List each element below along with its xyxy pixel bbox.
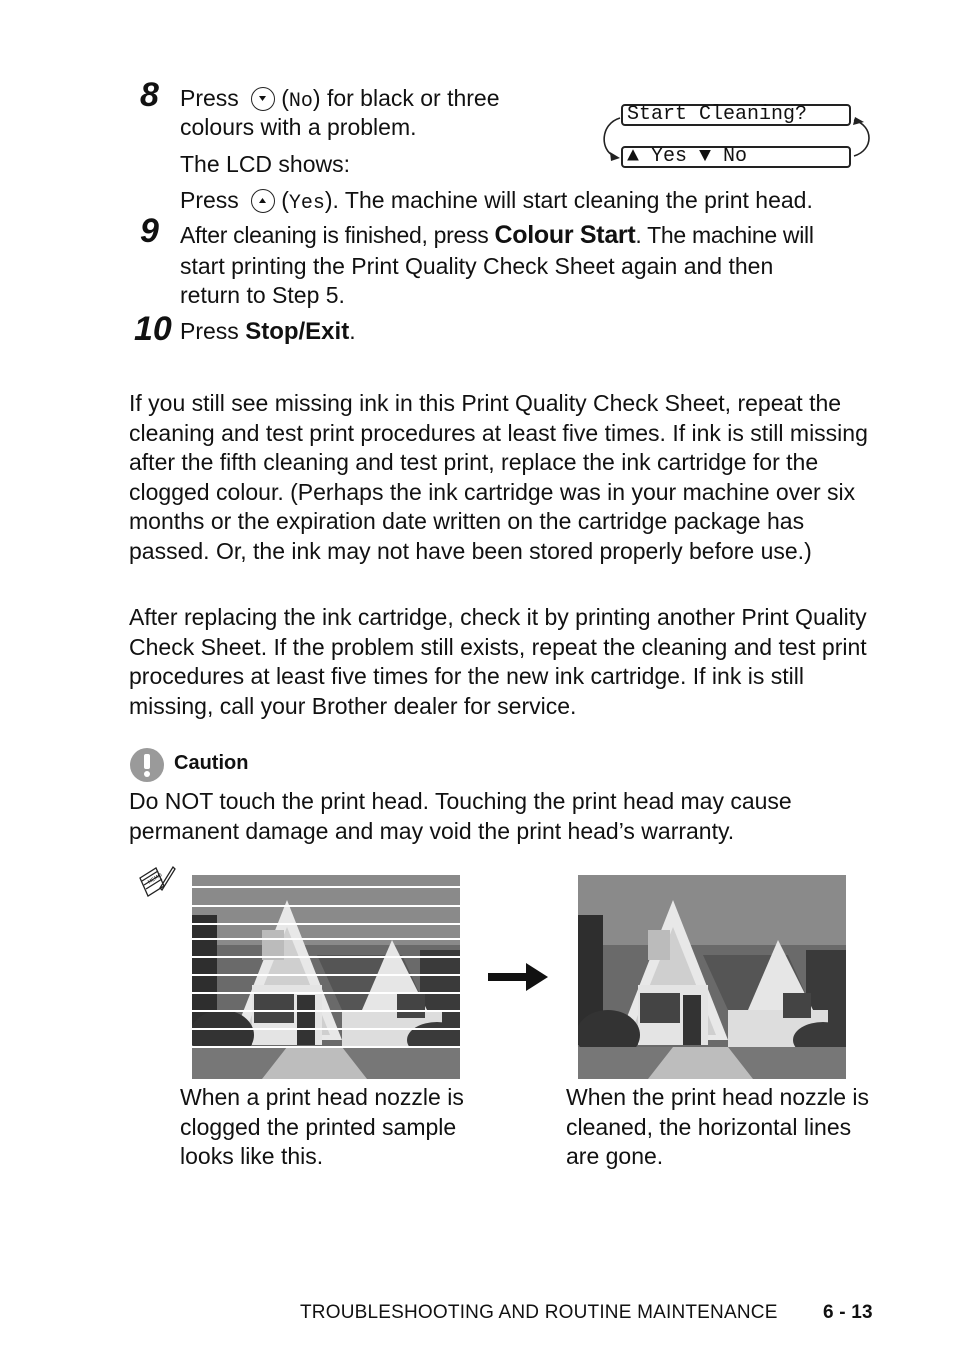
step9-text-b: . The machine will bbox=[635, 222, 814, 248]
paragraph-replace-cartridge: After replacing the ink cartridge, check it by printing another Print Quality Check Sheet. If the problem still exists, repeat the cleaning and test print procedures at least five times for the new ink cartridge. If ink is still missing, call your Brother dealer for service. bbox=[129, 604, 867, 719]
footer-section-title: TROUBLESHOOTING AND ROUTINE MAINTENANCE bbox=[300, 1302, 778, 1323]
step10-text-b: . bbox=[349, 318, 356, 344]
step9-line3: return to Step 5. bbox=[180, 282, 345, 308]
step10-text-a: Press bbox=[180, 318, 246, 344]
exclamation-icon bbox=[129, 747, 165, 783]
svg-text:MEMO: MEMO bbox=[146, 872, 164, 886]
paragraph-missing-ink: If you still see missing ink in this Print Quality Check Sheet, repeat the cleaning and test print procedures at least five times. If ink is still missing after the fifth cleaning and test print, replace the ink cartridge for the clogged colour. (Perhaps the ink cartridge was in your machine over six months or the expiration date written on the cartridge package has passed. Or, the ink may not have been stored properly before use.) bbox=[129, 390, 868, 564]
caption-clogged: When a print head nozzle is clogged the printed sample looks like this. bbox=[180, 1084, 464, 1169]
step8-key-no: No bbox=[288, 90, 313, 113]
step8-press-label: Press bbox=[180, 85, 239, 111]
caution-title: Caution bbox=[174, 752, 249, 774]
note-pad-icon bbox=[136, 864, 176, 900]
step-number-8: 8 bbox=[140, 76, 159, 114]
up-arrow-button-icon bbox=[251, 189, 275, 213]
footer-page-number: 6 - 13 bbox=[823, 1302, 873, 1323]
step9-line1 bbox=[180, 220, 814, 250]
down-arrow-button-icon bbox=[251, 87, 275, 111]
stop-exit-key: Stop/Exit bbox=[245, 318, 350, 345]
step9-line2: start printing the Print Quality Check Sheet again and then bbox=[180, 253, 774, 279]
step8-line4: Press (Yes). The machine will start cleaning the print head. bbox=[180, 187, 813, 215]
step8-key-yes: Yes bbox=[288, 192, 325, 215]
step8-line4-rest: . The machine will start cleaning the print head. bbox=[332, 187, 813, 213]
step9-text-a: After cleaning is finished, press bbox=[180, 222, 495, 248]
right-arrow-icon bbox=[488, 962, 550, 992]
clogged-sample-image bbox=[192, 875, 460, 1079]
step8-lcd-intro: The LCD shows: bbox=[180, 151, 351, 177]
step8-line1: Press (No) for black or three bbox=[180, 85, 500, 113]
step8-press-label-2: Press bbox=[180, 187, 239, 213]
caution-text: Do NOT touch the print head. Touching the print head may cause permanent damage and may void the print head’s warranty. bbox=[129, 788, 792, 844]
step-number-10: 10 bbox=[134, 310, 172, 348]
step8-line2: colours with a problem. bbox=[180, 114, 417, 140]
lcd-line-2: ▲ Yes ▼ No bbox=[621, 146, 851, 168]
colour-start-key: Colour Start bbox=[494, 221, 636, 249]
cleaned-sample-image bbox=[578, 875, 846, 1079]
step10-line bbox=[180, 316, 356, 347]
step-number-9: 9 bbox=[140, 212, 159, 250]
caption-cleaned: When the print head nozzle is cleaned, the horizontal lines are gone. bbox=[566, 1084, 870, 1169]
lcd-scroll-arrows-icon bbox=[592, 98, 882, 178]
step8-line1-rest: for black or three bbox=[326, 85, 500, 111]
lcd-line-1: Start Cleaning? bbox=[621, 104, 851, 126]
